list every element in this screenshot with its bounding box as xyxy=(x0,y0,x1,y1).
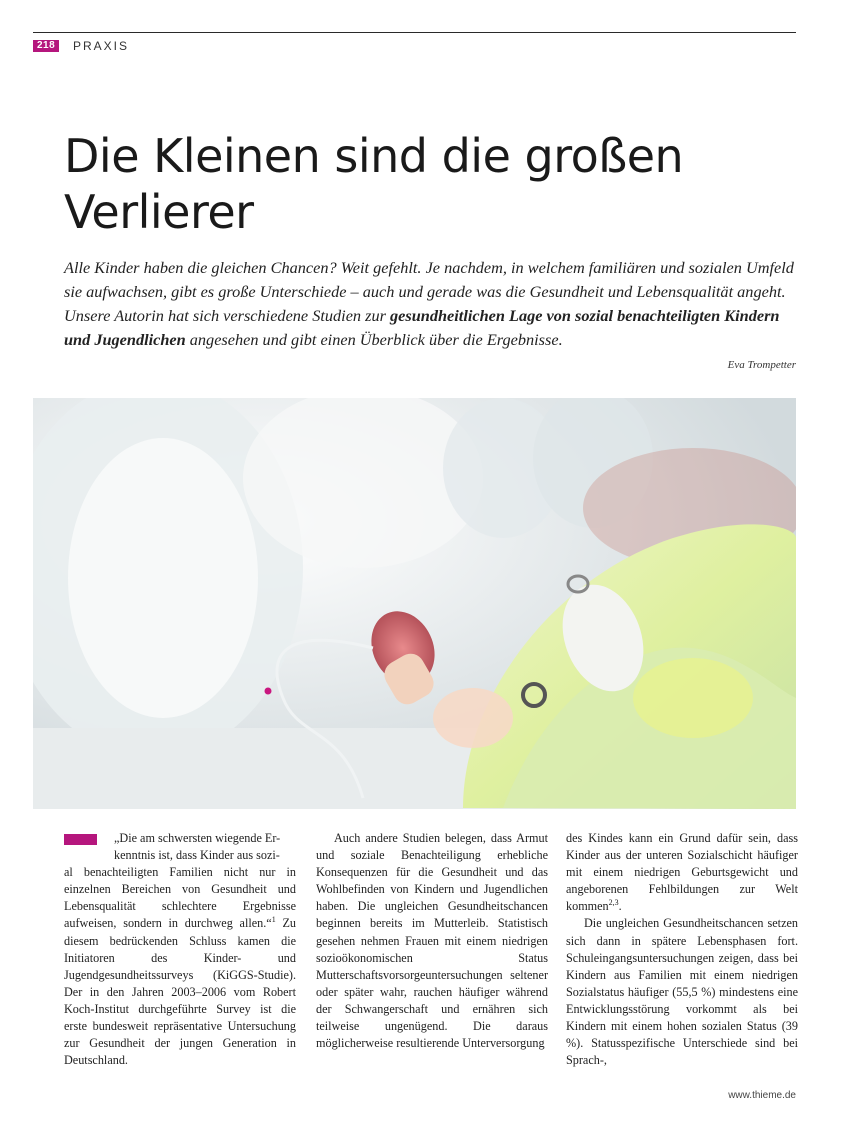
paragraph xyxy=(566,830,798,915)
section-label: PRAXIS xyxy=(73,39,130,53)
body-column-2 xyxy=(316,830,548,1052)
footer-url: www.thieme.de xyxy=(728,1090,796,1101)
quote-line-2: kenntnis ist, dass Kinder aus sozi- xyxy=(114,848,280,863)
paragraph-text: Zu diesem bedrückenden Schluss kamen die Initiatoren des Kinder- und Jugendgesundheitssurveys (KiGGS-Studie). Der in den Jahren 2003–2006 vom Robert Koch-Institut durchgeführte Survey ist die erste bundesweit repräsentative Untersuchung zur Gesundheit der jungen Generation in Deutschland. xyxy=(64,916,296,1068)
footnote-ref: 1 xyxy=(271,915,276,925)
paragraph-text: des Kindes kann ein Grund dafür sein, dass Kinder aus der unteren Sozialschicht häufiger mit einem niedrigen Geburtsgewicht und angeborenen Fehlbildungen zur Welt kommen xyxy=(566,831,798,914)
lead-text-1: Alle Kinder haben die gleichen Chancen? Weit gefehlt. Je nachdem, in welchem familiären und sozialen Umfeld sie aufwachsen, gibt es große Unterschiede – auch und gerade was die Gesundheit und Lebensqualität angeht. Unsere Autorin hat sich verschiedene Studien zur xyxy=(64,258,794,325)
title-line-1: Die Kleinen sind die großen xyxy=(64,129,684,183)
article-title xyxy=(64,128,784,240)
body-column-1 xyxy=(64,830,296,1069)
header-rule xyxy=(33,32,796,33)
paragraph-text: al benachteiligten Familien nicht nur in einzelnen Bereichen von Gesundheit und Lebensqualität schlechtere Ergebnisse aufweisen, sondern in durchweg allen.“ xyxy=(64,865,296,931)
lead-bold: gesundheitlichen Lage von sozial benachteiligten Kindern und Jugendlichen xyxy=(64,306,780,349)
article-photo xyxy=(33,398,796,809)
paragraph: Auch andere Studien belegen, dass Armut und soziale Benachteiligung erhebliche Konsequenzen für die Gesundheit und das Wohlbefinden von Kindern und Jugendlichen haben. Die ungleichen Gesundheitschancen beginnen bereits im Mutterleib. Statistisch gesehen nehmen Frauen mit einem niedrigen sozioökonomischen Status Mutterschaftsvorsorgeuntersuchungen seltener oder später wahr, rauchen häufiger während der Schwangerschaft und ernähren sich teilweise ungenügend. Die daraus möglicherweise resultierende Unterversorgung xyxy=(316,831,548,1051)
quote-marker xyxy=(64,834,97,845)
footnote-ref: 2,3 xyxy=(608,898,619,908)
lead-text-2: angesehen und gibt einen Überblick über die Ergebnisse. xyxy=(185,330,563,349)
quote-line-1: „Die am schwersten wiegende Er- xyxy=(114,831,281,845)
paragraph-text: . xyxy=(618,899,622,914)
title-line-2: Verlierer xyxy=(64,185,254,239)
premature-baby-photo xyxy=(33,398,796,809)
body-column-3 xyxy=(566,830,798,1069)
paragraph: Die ungleichen Gesundheitschancen setzen sich dann in spätere Lebensphasen fort. Schuleingangsuntersuchungen zeigen, dass bei Kindern aus Familien mit einem niedrigen Sozialstatus häufiger (55,5 %) mindestens eine Entwicklungsstörung vorkommt als bei Kindern mit einem hohen sozialen Status (39 %). Statusspezifische Unterschiede sind bei Sprach-, xyxy=(566,916,798,1068)
article-lead xyxy=(64,256,796,352)
page-number: 218 xyxy=(33,40,59,52)
author-name: Eva Trompetter xyxy=(727,359,796,371)
paragraph xyxy=(64,864,296,1069)
